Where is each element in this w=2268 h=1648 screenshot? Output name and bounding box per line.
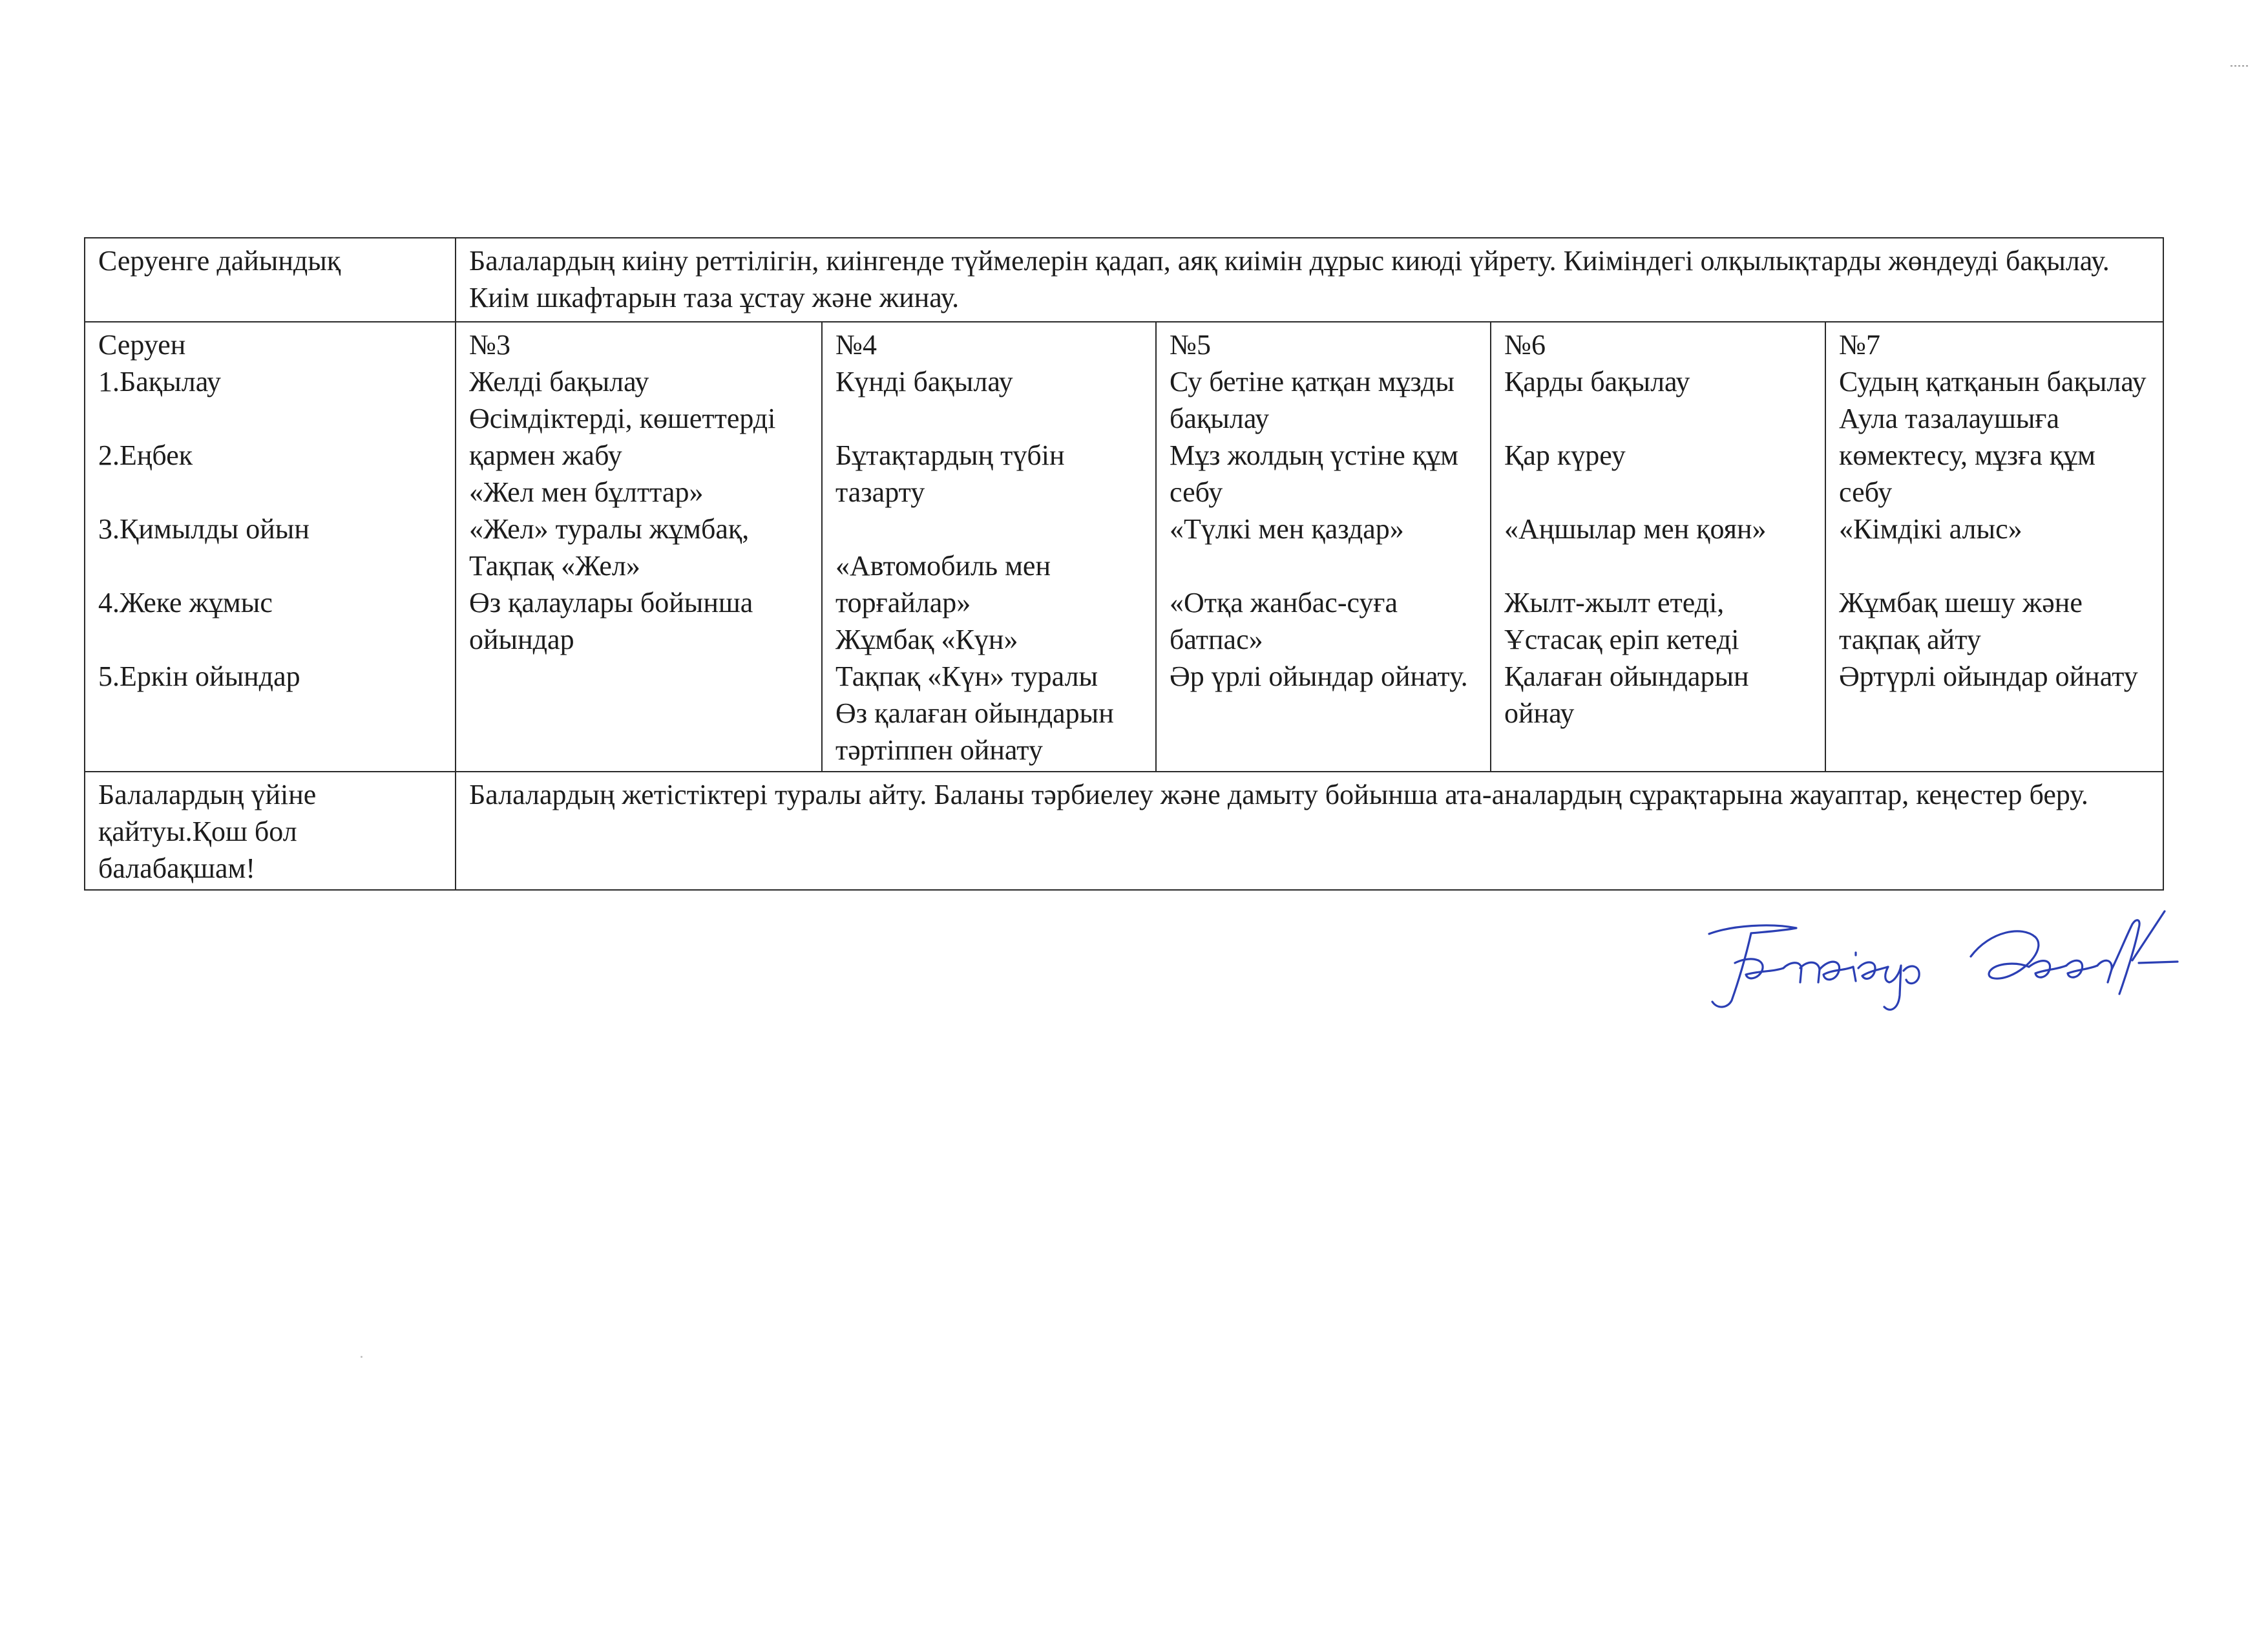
going-home-row [85,772,2163,890]
walk-activity-labour: 2.Еңбек [98,439,193,471]
scan-corner-mark [2231,65,2250,67]
walk-activity-individual-work: 4.Жеке жұмыс [98,587,273,618]
walk-cell-3 [456,322,822,772]
walk-number: №4 [835,329,877,361]
walk-row [85,322,2163,772]
walk-content: Судың қатқанын бақылау Аула тазалаушыға көмектесу, мұзға құм себу «Кімдікі алыс» Жұмбақ шешу және тақпақ айту Әртүрлі ойындар ойнату [1839,366,2147,692]
walk-content: Желді бақылау Өсімдіктерді, көшеттерді қармен жабу «Жел мен бұлттар» «Жел» туралы жұмбақ, Тақпақ «Жел» Өз қалаулары бойынша ойындар [469,366,776,655]
walk-label-cell [85,322,456,772]
walk-preparation-row [85,238,2163,322]
walk-preparation-text: Балалардың киіну реттілігін, киінгенде түймелерін қадап, аяқ киімін дұрыс киюді үйрету. Киіміндегі олқылықтарды жөндеуді бақылау. Киім шкафтарын таза ұстау және жинау. [456,238,2163,322]
walk-label: Серуен [98,329,186,361]
going-home-text: Балалардың жетістіктері туралы айту. Баланы тәрбиелеу және дамыту бойынша ата-аналардың сұрақтарына жауаптар, кеңестер беру. [456,772,2163,890]
walk-content: Су бетіне қатқан мұзды бақылау Мұз жолдың үстіне құм себу «Түлкі мен қаздар» «Отқа жанбас-суға батпас» Әр үрлі ойындар ойнату. [1170,366,1468,692]
walk-cell-5 [1156,322,1491,772]
walk-cell-4 [822,322,1156,772]
going-home-label: Балалардың үйіне қайтуы.Қош бол балабақшам! [85,772,456,890]
walk-activity-free-play: 5.Еркін ойындар [98,660,300,692]
handwritten-signature [1686,885,2190,1034]
walk-activity-list [98,363,446,695]
daily-plan-table [84,237,2164,891]
walk-number: №5 [1170,329,1211,361]
walk-number: №7 [1839,329,1880,361]
walk-content: Қарды бақылау Қар күреу «Аңшылар мен қоян» Жылт-жылт етеді, Ұстасақ еріп кетеді Қалаған ойындарын ойнау [1504,366,1767,729]
walk-number: №3 [469,329,510,361]
scan-speck [361,1356,362,1358]
walk-cell-7 [1825,322,2163,772]
walk-cell-6 [1491,322,1825,772]
walk-content: Күнді бақылау Бұтақтардың түбін тазарту «Автомобиль мен торғайлар» Жұмбақ «Күн» Тақпақ «Күн» туралы Өз қалаған ойындарын тәртіппен ойнату [835,366,1114,766]
walk-activity-observation: 1.Бақылау [98,366,221,397]
walk-number: №6 [1504,329,1546,361]
walk-preparation-label: Серуенге дайындық [85,238,456,322]
walk-activity-outdoor-game: 3.Қимылды ойын [98,513,310,545]
